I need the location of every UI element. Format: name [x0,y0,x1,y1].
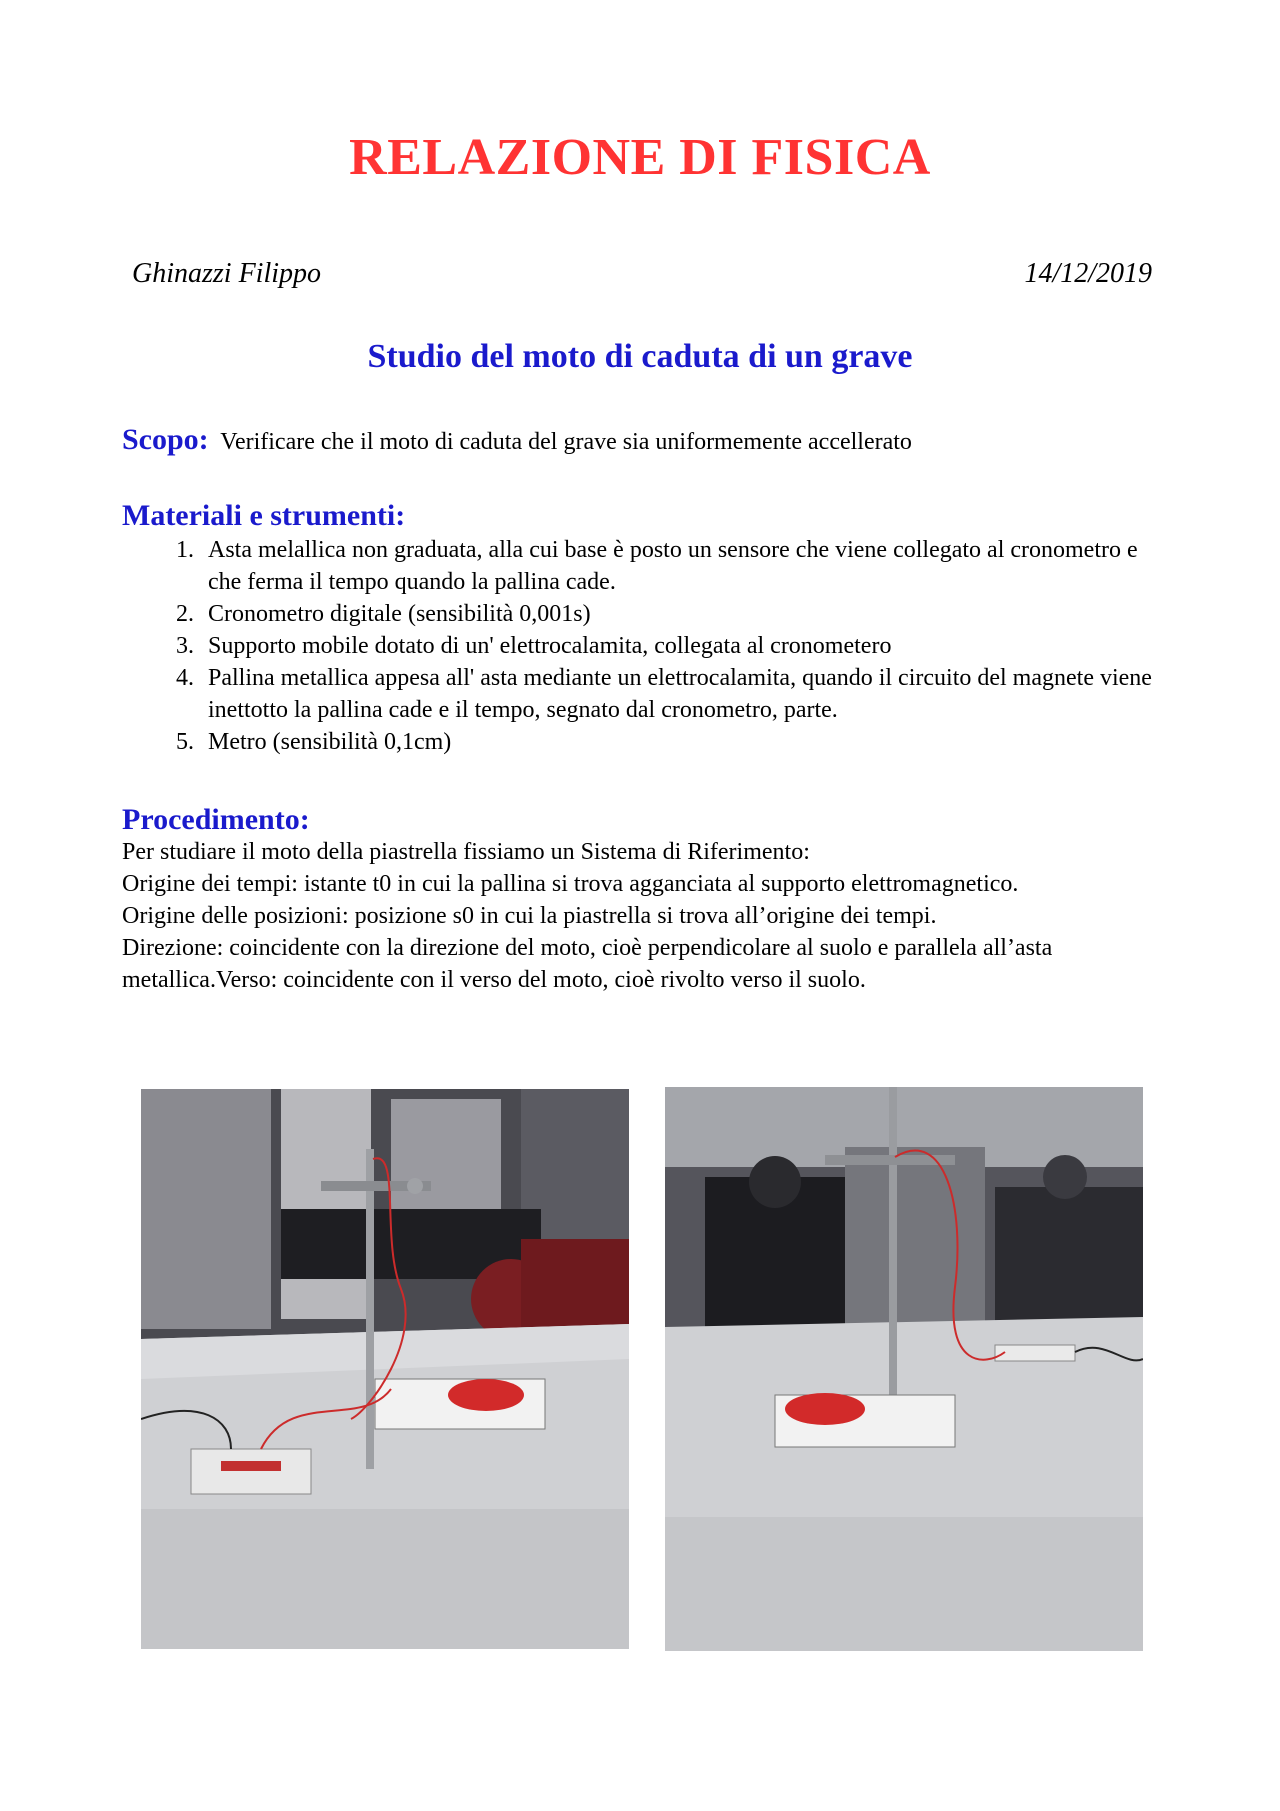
scopo-text: Verificare che il moto di caduta del grave sia uniformemente accellerato [220,429,912,455]
list-item: 2. Cronometro digitale (sensibilità 0,001s) [200,598,1162,630]
document-title: RELAZIONE DI FISICA [349,129,931,186]
lab-photo-left-illustration [141,1089,629,1649]
materiali-heading: Materiali e strumenti: [122,499,406,532]
list-item: 3. Supporto mobile dotato di un' elettrocalamita, collegata al cronometero [200,630,1162,662]
procedimento-line: Per studiare il moto della piastrella fissiamo un Sistema di Riferimento: [122,839,810,865]
lab-photo-left [141,1089,629,1649]
procedimento-line: Direzione: coincidente con la direzione del moto, cioè perpendicolare al suolo e parallela all’asta metallica.Verso: coincidente con il verso del moto, cioè rivolto verso il suolo. [122,935,1053,993]
materiali-list [122,534,1162,758]
report-date: 14/12/2019 [1024,258,1152,289]
list-item: 1. Asta melallica non graduata, alla cui base è posto un sensore che viene collegato al cronometro e che ferma il tempo quando la pallina cade. [200,534,1162,598]
materiali-section [122,500,1162,758]
procedimento-line: Origine delle posizioni: posizione s0 in cui la piastrella si trova all’origine dei tempi. [122,903,937,929]
report-subtitle: Studio del moto di caduta di un grave [367,338,913,375]
lab-photo-right [665,1087,1143,1651]
procedimento-line: Origine dei tempi: istante t0 in cui la pallina si trova agganciata al supporto elettromagnetico. [122,871,1019,897]
list-item: 5. Metro (sensibilità 0,1cm) [200,726,1162,758]
list-item: 4. Pallina metallica appesa all' asta mediante un elettrocalamita, quando il circuito del magnete viene inettotto la pallina cade e il tempo, segnato dal cronometro, parte. [200,662,1162,726]
procedimento-section [122,804,1162,996]
scopo-heading: Scopo: [122,423,209,456]
scopo-section [122,424,1162,458]
author-name: Ghinazzi Filippo [132,258,322,289]
author-date-row [132,258,1152,290]
procedimento-heading: Procedimento: [122,803,310,836]
lab-photo-right-illustration [665,1087,1143,1651]
